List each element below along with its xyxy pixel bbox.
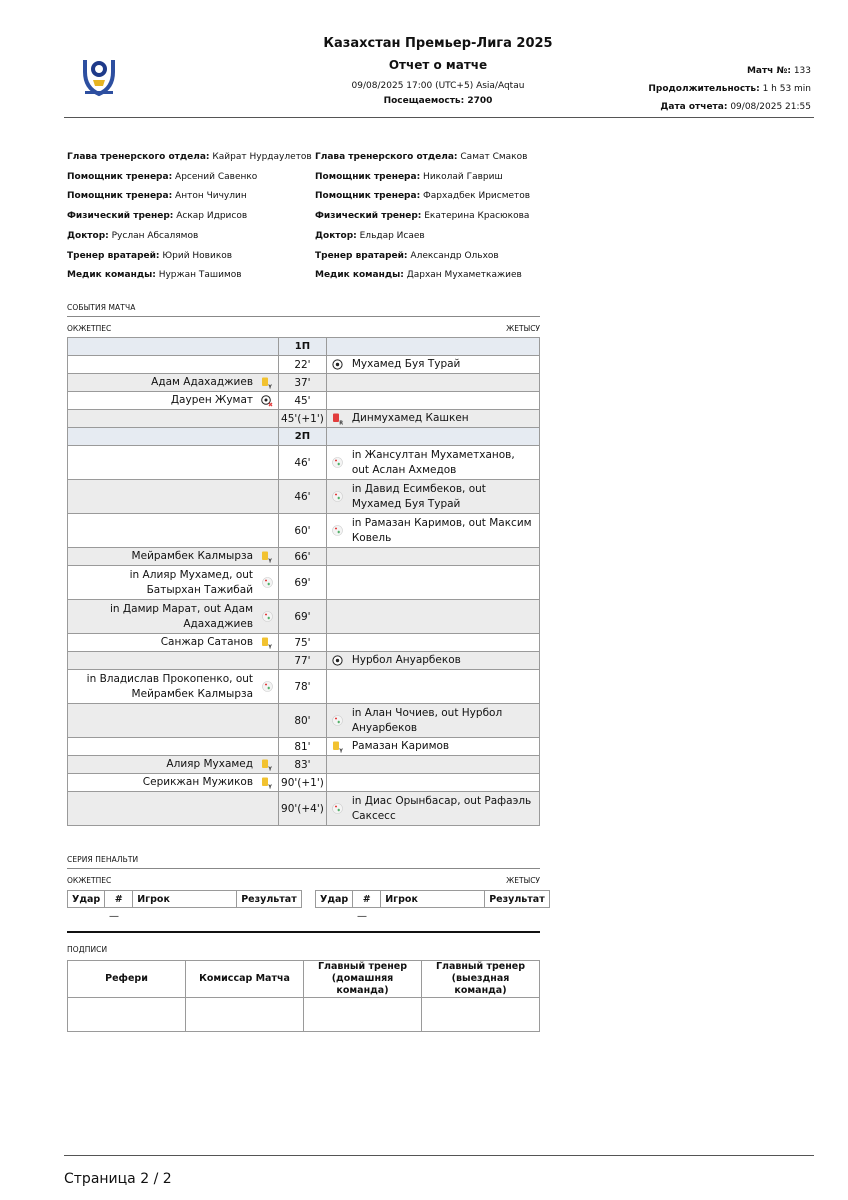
page-number: Страница 2 / 2 bbox=[64, 1171, 172, 1187]
staff-name: Кайрат Нурдаулетов bbox=[212, 152, 312, 162]
header-divider bbox=[64, 117, 814, 118]
away-event-cell bbox=[326, 566, 539, 600]
event-description: Санжар Сатанов bbox=[160, 636, 254, 648]
substitution-icon bbox=[332, 525, 344, 537]
event-content bbox=[73, 775, 273, 790]
staff-row bbox=[67, 247, 312, 267]
sig-box-commissioner[interactable] bbox=[186, 998, 304, 1032]
event-description: Серикжан Мужиков bbox=[142, 776, 254, 788]
away-event-cell bbox=[326, 792, 539, 826]
staff-role: Помощник тренера: bbox=[67, 191, 173, 202]
half-label: 2П bbox=[279, 428, 327, 446]
event-row bbox=[68, 670, 540, 704]
staff-role: Медик команды: bbox=[67, 270, 156, 281]
event-row bbox=[68, 410, 540, 428]
sig-box-away-coach[interactable] bbox=[422, 998, 540, 1032]
penalties-section-title: СЕРИЯ ПЕНАЛЬТИ bbox=[67, 855, 540, 869]
attendance bbox=[290, 95, 586, 107]
home-team-name: ОКЖЕТПЕС bbox=[67, 324, 112, 333]
staff-row bbox=[315, 227, 530, 247]
col-player: Игрок bbox=[381, 891, 485, 908]
staff-row bbox=[315, 148, 530, 168]
event-content bbox=[73, 757, 273, 772]
staff-name: Арсений Савенко bbox=[175, 171, 258, 182]
event-content bbox=[332, 357, 534, 372]
event-row bbox=[68, 704, 540, 738]
svg-text:Y: Y bbox=[268, 644, 272, 649]
event-minute: 78' bbox=[279, 670, 327, 704]
event-row bbox=[68, 374, 540, 392]
staff-role: Тренер вратарей: bbox=[67, 250, 160, 261]
home-penalty-empty: — bbox=[109, 911, 119, 922]
staff-row bbox=[67, 207, 312, 227]
event-content bbox=[332, 653, 534, 668]
svg-text:Y: Y bbox=[339, 748, 343, 753]
report-date: Дата отчета: 09/08/2025 21:55 bbox=[660, 102, 811, 112]
match-duration: Продолжительность: 1 h 53 min bbox=[648, 84, 811, 94]
col-number: # bbox=[105, 891, 133, 908]
match-meta bbox=[648, 62, 811, 116]
event-minute: 45'(+1') bbox=[279, 410, 327, 428]
event-minute: 66' bbox=[279, 548, 327, 566]
staff-role: Физический тренер: bbox=[67, 211, 174, 222]
home-penalty-table bbox=[67, 890, 302, 922]
col-shot: Удар bbox=[68, 891, 105, 908]
away-event-cell bbox=[326, 756, 539, 774]
substitution-icon bbox=[332, 803, 344, 815]
goal-ball-icon bbox=[332, 655, 344, 667]
home-event-cell bbox=[68, 756, 279, 774]
half-header-row bbox=[68, 338, 540, 356]
event-description: Мейрамбек Калмырза bbox=[131, 550, 254, 562]
event-content bbox=[73, 549, 273, 564]
staff-role: Помощник тренера: bbox=[67, 171, 173, 182]
away-cell bbox=[326, 338, 539, 356]
col-number: # bbox=[353, 891, 381, 908]
away-event-cell bbox=[326, 600, 539, 634]
sig-box-home-coach[interactable] bbox=[304, 998, 422, 1032]
home-event-cell bbox=[68, 392, 279, 410]
event-minute: 46' bbox=[279, 446, 327, 480]
event-row bbox=[68, 356, 540, 374]
event-row bbox=[68, 600, 540, 634]
staff-name: Руслан Абсалямов bbox=[111, 230, 199, 241]
staff-row bbox=[67, 266, 312, 286]
away-team-name: ЖЕТЫСУ bbox=[506, 876, 540, 885]
event-description: Мухамед Буя Турай bbox=[351, 358, 461, 370]
report-header bbox=[290, 35, 586, 107]
event-minute: 77' bbox=[279, 652, 327, 670]
home-event-cell bbox=[68, 480, 279, 514]
staff-name: Ельдар Исаев bbox=[359, 230, 425, 241]
substitution-icon bbox=[332, 715, 344, 727]
staff-row bbox=[67, 227, 312, 247]
away-event-cell bbox=[326, 446, 539, 480]
away-event-cell bbox=[326, 410, 539, 428]
event-row bbox=[68, 756, 540, 774]
attendance-label: Посещаемость: bbox=[383, 96, 465, 106]
away-event-cell bbox=[326, 774, 539, 792]
half-header-row bbox=[68, 428, 540, 446]
sig-header-referee: Рефери bbox=[68, 961, 186, 998]
yellow-card-icon bbox=[261, 551, 273, 563]
yellow-card-icon bbox=[261, 759, 273, 771]
event-row bbox=[68, 634, 540, 652]
event-minute: 90'(+1') bbox=[279, 774, 327, 792]
event-minute: 81' bbox=[279, 738, 327, 756]
event-row bbox=[68, 514, 540, 548]
penalties-divider bbox=[67, 931, 540, 933]
staff-role: Глава тренерского отдела: bbox=[67, 152, 210, 162]
event-row bbox=[68, 480, 540, 514]
event-description: Адам Адахаджиев bbox=[151, 376, 254, 388]
substitution-icon bbox=[332, 491, 344, 503]
away-event-cell bbox=[326, 704, 539, 738]
home-event-cell bbox=[68, 652, 279, 670]
missed-penalty-icon bbox=[261, 395, 273, 407]
staff-role: Доктор: bbox=[315, 230, 357, 241]
event-row bbox=[68, 392, 540, 410]
home-event-cell bbox=[68, 670, 279, 704]
staff-name: Самат Смаков bbox=[460, 152, 528, 162]
substitution-icon bbox=[332, 457, 344, 469]
event-minute: 37' bbox=[279, 374, 327, 392]
event-minute: 45' bbox=[279, 392, 327, 410]
substitution-icon bbox=[261, 577, 273, 589]
event-content bbox=[73, 393, 273, 408]
event-minute: 90'(+4') bbox=[279, 792, 327, 826]
away-staff-list bbox=[315, 148, 530, 286]
home-event-cell bbox=[68, 356, 279, 374]
home-cell bbox=[68, 428, 279, 446]
home-event-cell bbox=[68, 410, 279, 428]
away-penalty-empty: — bbox=[357, 911, 367, 922]
staff-name: Антон Чичулин bbox=[175, 191, 247, 202]
home-team-name: ОКЖЕТПЕС bbox=[67, 876, 112, 885]
home-event-cell bbox=[68, 634, 279, 652]
event-content bbox=[73, 635, 273, 650]
home-event-cell bbox=[68, 600, 279, 634]
yellow-card-icon bbox=[332, 741, 344, 753]
staff-row bbox=[315, 266, 530, 286]
event-row bbox=[68, 566, 540, 600]
event-description: in Дамир Марат, out Адам Адахаджиев bbox=[110, 602, 254, 630]
event-description: Динмухамед Кашкен bbox=[351, 412, 469, 424]
league-logo bbox=[79, 54, 119, 98]
staff-role: Медик команды: bbox=[315, 270, 404, 281]
event-description: in Жансултан Мухаметханов, out Аслан Ахмедов bbox=[351, 448, 515, 476]
event-description: Нурбол Ануарбеков bbox=[351, 654, 461, 666]
event-row bbox=[68, 446, 540, 480]
event-description: in Алан Чочиев, out Нурбол Ануарбеков bbox=[351, 706, 503, 734]
yellow-card-icon bbox=[261, 377, 273, 389]
col-result: Результат bbox=[485, 891, 550, 908]
staff-name: Дархан Мухаметкажиев bbox=[406, 270, 522, 281]
events-team-names bbox=[67, 324, 540, 333]
goal-ball-icon bbox=[332, 359, 344, 371]
section-rule bbox=[67, 316, 540, 317]
away-event-cell bbox=[326, 356, 539, 374]
away-event-cell bbox=[326, 374, 539, 392]
event-description: in Рамазан Каримов, out Максим Ковель bbox=[351, 516, 532, 544]
home-event-cell bbox=[68, 446, 279, 480]
match-number: Матч №: 133 bbox=[746, 66, 811, 76]
half-label: 1П bbox=[279, 338, 327, 356]
staff-name: Аскар Идрисов bbox=[176, 211, 248, 222]
event-minute: 75' bbox=[279, 634, 327, 652]
home-event-cell bbox=[68, 548, 279, 566]
staff-name: Александр Ольхов bbox=[410, 250, 499, 261]
home-event-cell bbox=[68, 374, 279, 392]
staff-row bbox=[315, 247, 530, 267]
staff-row bbox=[67, 148, 312, 168]
col-shot: Удар bbox=[316, 891, 353, 908]
event-description: in Владислав Прокопенко, out Мейрамбек Калмырза bbox=[86, 672, 254, 700]
event-content bbox=[332, 706, 534, 736]
event-description: Даурен Жумат bbox=[170, 394, 254, 406]
event-content bbox=[332, 794, 534, 824]
staff-name: Екатерина Красюкова bbox=[424, 211, 530, 222]
away-event-cell bbox=[326, 392, 539, 410]
home-event-cell bbox=[68, 774, 279, 792]
event-minute: 80' bbox=[279, 704, 327, 738]
staff-row bbox=[315, 207, 530, 227]
sig-header-away-coach: Главный тренер (выездная команда) bbox=[422, 961, 540, 998]
staff-name: Нуржан Ташимов bbox=[158, 270, 242, 281]
event-description: in Алияр Мухамед, out Батырхан Тажибай bbox=[129, 568, 254, 596]
staff-role: Глава тренерского отдела: bbox=[315, 152, 458, 162]
event-content bbox=[73, 568, 273, 598]
event-minute: 69' bbox=[279, 566, 327, 600]
away-event-cell bbox=[326, 480, 539, 514]
staff-row bbox=[67, 168, 312, 188]
event-description: in Давид Есимбеков, out Мухамед Буя Турай bbox=[351, 482, 486, 510]
event-row bbox=[68, 548, 540, 566]
staff-role: Тренер вратарей: bbox=[315, 250, 408, 261]
col-player: Игрок bbox=[133, 891, 237, 908]
event-content bbox=[332, 516, 534, 546]
staff-name: Николай Гавриш bbox=[423, 171, 503, 182]
away-team-name: ЖЕТЫСУ bbox=[506, 324, 540, 333]
event-content bbox=[332, 482, 534, 512]
staff-role: Доктор: bbox=[67, 230, 109, 241]
staff-role: Помощник тренера: bbox=[315, 171, 421, 182]
event-description: Алияр Мухамед bbox=[166, 758, 254, 770]
event-row bbox=[68, 774, 540, 792]
home-event-cell bbox=[68, 704, 279, 738]
svg-text:Y: Y bbox=[268, 558, 272, 563]
yellow-card-icon bbox=[261, 637, 273, 649]
svg-text:Y: Y bbox=[268, 784, 272, 789]
home-staff-list bbox=[67, 148, 312, 286]
match-events-table bbox=[67, 337, 540, 826]
event-row bbox=[68, 738, 540, 756]
event-content bbox=[73, 602, 273, 632]
staff-name: Юрий Новиков bbox=[162, 250, 233, 261]
event-row bbox=[68, 792, 540, 826]
event-description: in Диас Орынбасар, out Рафаэль Саксесс bbox=[351, 794, 532, 822]
event-minute: 69' bbox=[279, 600, 327, 634]
events-section-title: СОБЫТИЯ МАТЧА bbox=[67, 303, 540, 317]
home-event-cell bbox=[68, 738, 279, 756]
staff-row bbox=[315, 187, 530, 207]
event-minute: 60' bbox=[279, 514, 327, 548]
away-event-cell bbox=[326, 670, 539, 704]
away-cell bbox=[326, 428, 539, 446]
home-event-cell bbox=[68, 566, 279, 600]
sig-header-home-coach: Главный тренер (домашняя команда) bbox=[304, 961, 422, 998]
staff-name: Фархадбек Ирисметов bbox=[423, 191, 531, 202]
signatures-table bbox=[67, 960, 540, 1032]
col-result: Результат bbox=[237, 891, 302, 908]
away-event-cell bbox=[326, 514, 539, 548]
footer-divider bbox=[64, 1155, 814, 1156]
event-content bbox=[73, 375, 273, 390]
event-row bbox=[68, 652, 540, 670]
section-rule bbox=[67, 868, 540, 869]
red-card-icon bbox=[332, 413, 344, 425]
event-description: Рамазан Каримов bbox=[351, 740, 450, 752]
event-content bbox=[332, 739, 534, 754]
attendance-value: 2700 bbox=[467, 96, 493, 106]
event-minute: 22' bbox=[279, 356, 327, 374]
svg-text:Y: Y bbox=[268, 384, 272, 389]
home-event-cell bbox=[68, 792, 279, 826]
penalties-team-names bbox=[67, 876, 540, 885]
away-event-cell bbox=[326, 548, 539, 566]
event-content bbox=[73, 672, 273, 702]
sig-header-commissioner: Комиссар Матча bbox=[186, 961, 304, 998]
league-title: Казахстан Премьер-Лига 2025 bbox=[323, 36, 553, 51]
sig-box-referee[interactable] bbox=[68, 998, 186, 1032]
event-content bbox=[332, 448, 534, 478]
match-datetime: 09/08/2025 17:00 (UTC+5) Asia/Aqtau bbox=[351, 81, 525, 91]
staff-row bbox=[67, 187, 312, 207]
signatures-section-title: ПОДПИСИ bbox=[67, 945, 108, 954]
event-content bbox=[332, 411, 534, 426]
staff-role: Помощник тренера: bbox=[315, 191, 421, 202]
yellow-card-icon bbox=[261, 777, 273, 789]
home-cell bbox=[68, 338, 279, 356]
staff-role: Физический тренер: bbox=[315, 211, 422, 222]
event-minute: 46' bbox=[279, 480, 327, 514]
away-event-cell bbox=[326, 738, 539, 756]
home-event-cell bbox=[68, 514, 279, 548]
document-title: Отчет о матче bbox=[388, 58, 488, 72]
svg-text:R: R bbox=[339, 420, 343, 425]
away-penalty-table bbox=[315, 890, 550, 922]
substitution-icon bbox=[261, 611, 273, 623]
substitution-icon bbox=[261, 681, 273, 693]
event-minute: 83' bbox=[279, 756, 327, 774]
staff-row bbox=[315, 168, 530, 188]
away-event-cell bbox=[326, 652, 539, 670]
svg-text:Y: Y bbox=[268, 766, 272, 771]
away-event-cell bbox=[326, 634, 539, 652]
